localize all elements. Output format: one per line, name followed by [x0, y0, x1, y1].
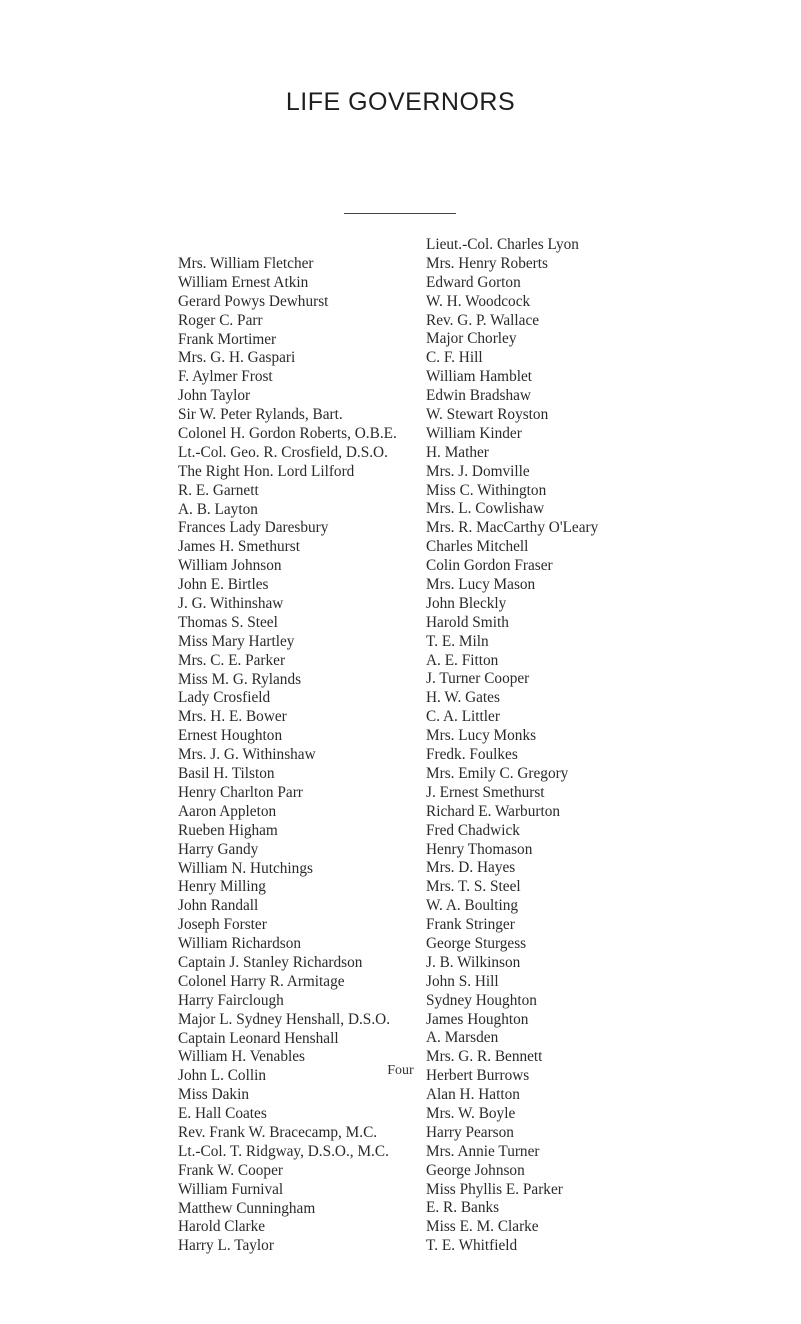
governor-name: W. A. Boulting — [426, 897, 519, 915]
governor-name: Mrs. L. Cowlishaw — [426, 500, 545, 518]
governor-name: J. Turner Cooper — [426, 670, 530, 688]
governor-name: James H. Smethurst — [178, 538, 300, 556]
governor-name: Miss Dakin — [178, 1086, 249, 1104]
governor-name: Captain Leonard Henshall — [178, 1029, 339, 1047]
governor-name: Roger C. Parr — [178, 311, 263, 329]
governor-name: Herbert Burrows — [426, 1067, 530, 1085]
governor-name: Mrs. C. E. Parker — [178, 651, 286, 669]
governor-name: Mrs. J. G. Withinshaw — [178, 746, 316, 764]
governor-name: The Right Hon. Lord Lilford — [178, 462, 355, 480]
governor-name: Edward Gorton — [426, 273, 521, 291]
governor-name: Mrs. Henry Roberts — [426, 254, 548, 272]
governor-name: Miss M. G. Rylands — [178, 670, 302, 688]
governor-name: H. W. Gates — [426, 689, 500, 707]
governor-name: Mrs. D. Hayes — [426, 859, 516, 877]
governor-name: A. Marsden — [426, 1029, 499, 1047]
governor-name: T. E. Miln — [426, 632, 489, 650]
governor-name: Mrs. J. Domville — [426, 462, 530, 480]
heading-rule — [344, 213, 456, 214]
governor-name: Frank W. Cooper — [178, 1161, 283, 1179]
governor-name: Mrs. W. Boyle — [426, 1104, 516, 1122]
governor-name: William Hamblet — [426, 368, 533, 386]
page-number: Four — [387, 1063, 414, 1078]
governor-name: Ernest Houghton — [178, 727, 283, 745]
governor-name: Miss Mary Hartley — [178, 632, 295, 650]
governor-name: John Bleckly — [426, 594, 507, 612]
governor-name: Mrs. Annie Turner — [426, 1142, 540, 1160]
governor-name: John Randall — [178, 897, 259, 915]
governor-name: Henry Milling — [178, 878, 266, 896]
governor-name: Frank Mortimer — [178, 330, 277, 348]
governor-name: Lady Crosfield — [178, 689, 271, 707]
governor-name: Joseph Forster — [178, 916, 267, 934]
governor-name: Mrs. Lucy Monks — [426, 727, 537, 745]
governor-name: Gerard Powys Dewhurst — [178, 292, 329, 310]
governor-name: Colonel H. Gordon Roberts, O.B.E. — [178, 425, 397, 443]
governor-name: E. Hall Coates — [178, 1105, 267, 1123]
governor-name: J. Ernest Smethurst — [426, 783, 545, 801]
governor-name: W. Stewart Royston — [426, 406, 549, 424]
governor-name: Major L. Sydney Henshall, D.S.O. — [178, 1010, 391, 1028]
governor-name: C. F. Hill — [426, 349, 483, 367]
governor-name: C. A. Littler — [426, 708, 500, 726]
governor-name: Lt.-Col. Geo. R. Crosfield, D.S.O. — [178, 443, 388, 461]
governor-name: George Sturgess — [426, 934, 527, 952]
governor-name: Sir W. Peter Rylands, Bart. — [178, 406, 343, 424]
governor-name: Colin Gordon Fraser — [426, 557, 553, 575]
governor-name: E. R. Banks — [426, 1199, 500, 1217]
governor-name: Harold Clarke — [178, 1218, 266, 1236]
governor-name: Aaron Appleton — [178, 802, 277, 820]
governor-name: J. B. Wilkinson — [426, 953, 521, 971]
governor-name: Mrs. R. MacCarthy O'Leary — [426, 519, 599, 537]
governor-name: Sydney Houghton — [426, 991, 537, 1009]
governor-name: Mrs. William Fletcher — [178, 255, 314, 272]
governor-name: Lt.-Col. T. Ridgway, D.S.O., M.C. — [178, 1142, 389, 1160]
governor-name: Matthew Cunningham — [178, 1199, 316, 1217]
governor-name: Frank Stringer — [426, 916, 515, 934]
governor-name: Mrs. Emily C. Gregory — [426, 764, 569, 782]
governor-name: Charles Mitchell — [426, 538, 529, 556]
governor-name: A. E. Fitton — [426, 651, 499, 669]
left-governors-list — [178, 255, 397, 1256]
governor-name: J. G. Withinshaw — [178, 595, 284, 613]
governor-name: Fredk. Foulkes — [426, 746, 518, 764]
governor-name: Harry Fairclough — [178, 991, 284, 1009]
governor-name: Miss E. M. Clarke — [426, 1218, 539, 1236]
governor-name: Mrs. Lucy Mason — [426, 576, 536, 594]
governor-name: Richard E. Warburton — [426, 802, 560, 820]
governor-name: James Houghton — [426, 1010, 529, 1028]
governor-name: Miss C. Withington — [426, 481, 547, 499]
governor-name: Mrs. G. R. Bennett — [426, 1048, 543, 1066]
governor-name: Mrs. H. E. Bower — [178, 708, 287, 726]
governor-name: John E. Birtles — [178, 576, 269, 594]
governor-name: Henry Thomason — [426, 840, 533, 858]
governor-name: John Taylor — [178, 387, 251, 405]
governor-name: Basil H. Tilston — [178, 765, 275, 783]
governor-name: Captain J. Stanley Richardson — [178, 953, 363, 971]
governor-name: H. Mather — [426, 443, 489, 461]
governor-name: John L. Collin — [178, 1067, 266, 1085]
governor-name: W. H. Woodcock — [426, 292, 531, 310]
governor-name: Harold Smith — [426, 613, 509, 631]
governor-name: Rev. Frank W. Bracecamp, M.C. — [178, 1123, 378, 1141]
governor-name: T. E. Whitfield — [426, 1237, 518, 1255]
governor-name: William H. Venables — [178, 1048, 305, 1066]
governor-name: William Ernest Atkin — [178, 273, 309, 291]
governor-name: Lieut.-Col. Charles Lyon — [426, 236, 579, 253]
governor-name: William Furnival — [178, 1180, 284, 1198]
governor-name: Edwin Bradshaw — [426, 387, 531, 405]
governor-name: Frances Lady Daresbury — [178, 519, 329, 537]
governor-name: F. Aylmer Frost — [178, 368, 273, 386]
governor-name: Harry Gandy — [178, 840, 259, 858]
governor-name: Alan H. Hatton — [426, 1086, 520, 1104]
page-heading: LIFE GOVERNORS — [285, 88, 516, 116]
governor-name: Colonel Harry R. Armitage — [178, 972, 345, 990]
right-governors-list — [426, 236, 598, 1256]
governor-name: George Johnson — [426, 1161, 525, 1179]
governor-name: Harry L. Taylor — [178, 1237, 274, 1255]
governor-name: Major Chorley — [426, 330, 517, 348]
governor-name: Thomas S. Steel — [178, 613, 278, 631]
governor-name: Rev. G. P. Wallace — [426, 311, 540, 329]
governor-name: William Kinder — [426, 424, 522, 442]
governor-name: Mrs. T. S. Steel — [426, 878, 521, 896]
governor-name: Miss Phyllis E. Parker — [426, 1180, 563, 1198]
governor-name: Harry Pearson — [426, 1123, 514, 1141]
governor-name: Fred Chadwick — [426, 821, 520, 839]
governor-name: William Richardson — [178, 935, 302, 953]
governor-name: A. B. Layton — [178, 500, 258, 518]
governor-name: Mrs. G. H. Gaspari — [178, 349, 296, 367]
governor-name: Henry Charlton Parr — [178, 783, 303, 801]
governor-name: Rueben Higham — [178, 821, 278, 839]
governor-name: John S. Hill — [426, 972, 499, 990]
governor-name: William Johnson — [178, 557, 282, 575]
governor-name: William N. Hutchings — [178, 859, 313, 877]
governor-name: R. E. Garnett — [178, 481, 259, 499]
